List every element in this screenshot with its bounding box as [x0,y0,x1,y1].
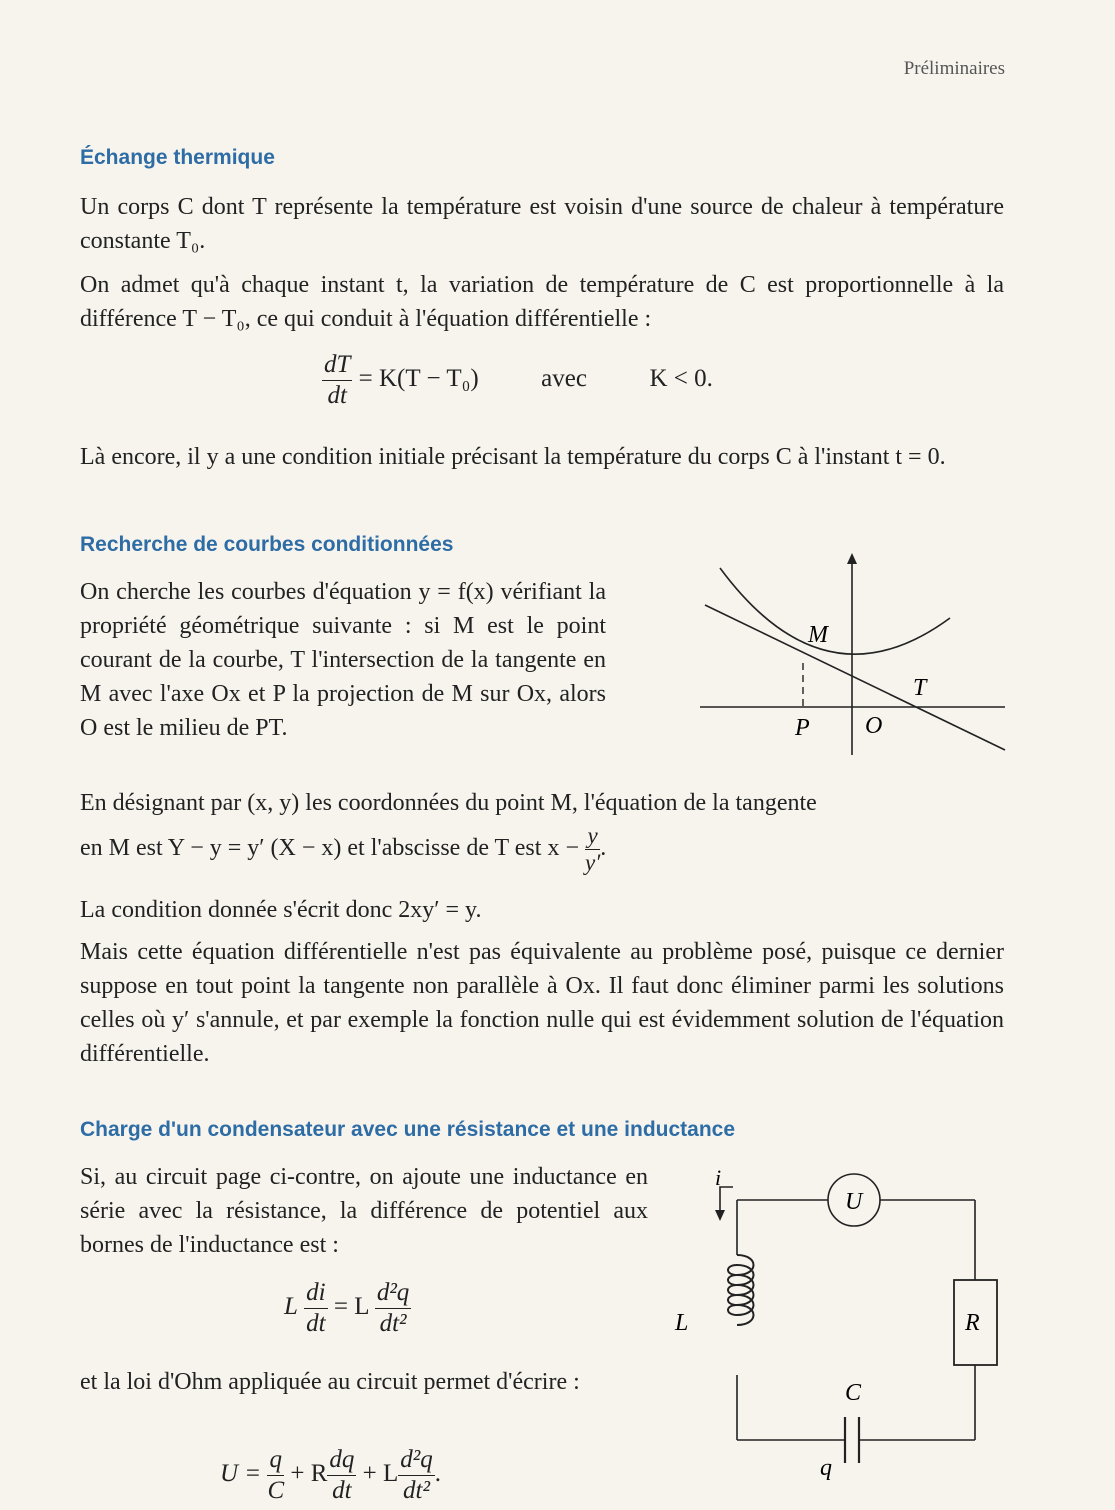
label-R: R [965,1310,980,1336]
section-title-thermal: Échange thermique [80,146,275,169]
capacitor-paragraph-2: et la loi d'Ohm appliquée au circuit permet d'écrire : [80,1369,580,1395]
page-header: Préliminaires [903,58,1005,79]
label-P: P [795,715,810,741]
label-U: U [845,1189,863,1215]
eq-cond: K < 0. [649,365,713,393]
inductor-coil-icon [728,1255,754,1325]
inductance-equation: L $\frac{di}{dt}$ = L $\frac{\text{d²q}}{\text{dt²}}$ [284,1279,410,1337]
section-title-curves: Recherche de courbes conditionnées [80,533,454,556]
tangent-figure [700,550,1010,760]
label-i: i [715,1165,722,1190]
label-q: q [820,1455,832,1481]
label-M: M [808,622,828,648]
circuit-diagram [665,1165,1015,1505]
eq-rhs: = K(T − T₀) [358,365,479,393]
curves-paragraph-1: On cherche les courbes d'équation y = f(x) vérifiant la propriété géométrique suivante : si M est le point courant de la courbe, T l'intersection de la tangente en M avec l'axe Ox et P la projection de M sur Ox, alors O est le milieu de PT. [80,579,606,741]
ohm-equation: U = $\frac{q}{C}$ + R $\frac{dq}{dt}$ + L $\frac{\text{d²q}}{\text{dt²}}$ . [220,1446,442,1504]
curves-paragraph-4: Mais cette équation différentielle n'est pas équivalente au problème posé, puisque ce dernier suppose en tout point la tangente non parallèle à Ox. Il faut donc éliminer parmi les solutions celles où y′ s'annule, et par exemple la fonction nulle qui est évidemment solution de l'équation différentielle. [80,939,1004,1067]
label-T: T [913,675,927,701]
label-O: O [865,713,883,739]
curves-paragraph-2b: en M est Y − y = y′ (X − x) et l'abscisse de T est x − $\frac{y}{y'}$ . [80,822,607,875]
capacitor-paragraph-1: Si, au circuit page ci-contre, on ajoute une inductance en série avec la résistance, la différence de potentiel aux bornes de l'inductance est : [80,1164,648,1258]
label-C: C [845,1380,862,1406]
section-title-capacitor: Charge d'un condensateur avec une résistance et une inductance [80,1118,736,1141]
eq-avec: avec [541,365,587,393]
thermal-equation: $\frac{dT}{dt}$ = K(T − T₀) avec K < 0. [324,351,713,409]
curves-paragraph-2a: En désignant par (x, y) les coordonnées du point M, l'équation de la tangente [80,790,817,816]
thermal-paragraph-1: Un corps C dont T représente la température est voisin d'une source de chaleur à température constante T₀. [80,194,1004,254]
label-L: L [675,1310,689,1336]
thermal-paragraph-2: On admet qu'à chaque instant t, la variation de température de C est proportionnelle à la différence T − T₀, ce qui conduit à l'équation différentielle : [80,272,1004,332]
curves-paragraph-3: La condition donnée s'écrit donc 2xy′ = y. [80,897,482,923]
thermal-paragraph-3: Là encore, il y a une condition initiale précisant la température du corps C à l'instant t = 0. [80,444,946,470]
